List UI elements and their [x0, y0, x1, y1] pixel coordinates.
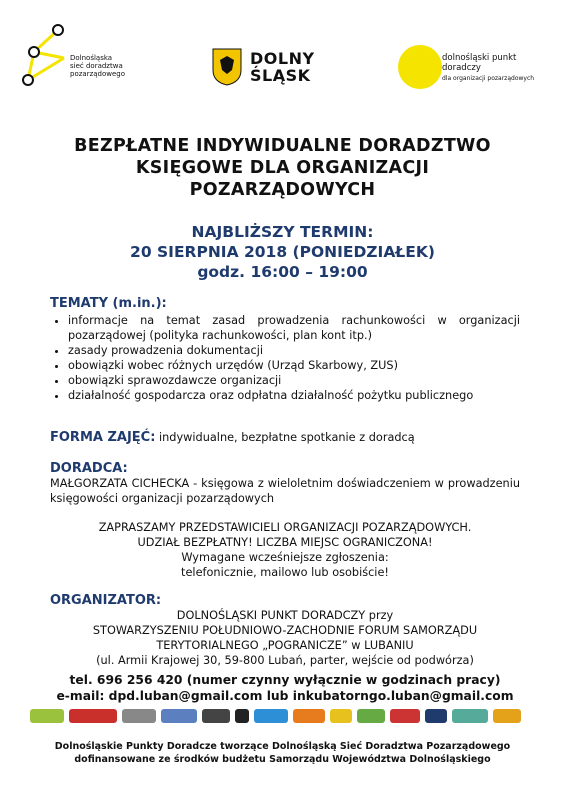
logo-left-line: Dolnośląska [70, 54, 113, 62]
invite-section [50, 520, 520, 580]
yellow-circle-icon [398, 45, 442, 89]
topics-section [50, 296, 520, 403]
partner-logo [235, 709, 249, 723]
partner-logo [69, 709, 117, 723]
logo-center-line: ŚLĄSK [250, 66, 311, 85]
organizator-section [50, 593, 520, 668]
eagle-crest-icon [212, 48, 242, 86]
partner-logo [254, 709, 288, 723]
forma-text: indywidualne, bezpłatne spotkanie z doradcą [155, 431, 415, 444]
partner-logo [357, 709, 385, 723]
partner-logo [493, 709, 521, 723]
partner-logo [425, 709, 447, 723]
logo-right-subtext: dla organizacji pozarządowych [442, 75, 535, 82]
footer-line: dofinansowane ze środków budżetu Samorządu Województwa Dolnośląskiego [74, 754, 491, 765]
footer-line: Dolnośląskie Punkty Doradcze tworzące Dolnośląską Sieć Doradztwa Pozarządowego [54, 741, 511, 752]
partner-logo [161, 709, 197, 723]
logo-right-line: dolnośląski punkt [442, 53, 517, 63]
contact-phone: tel. 696 256 420 (numer czynny wyłącznie w godzinach pracy) [69, 673, 501, 687]
term-line: 20 SIERPNIA 2018 (PONIEDZIAŁEK) [130, 243, 435, 261]
logo-right-line: doradczy [442, 63, 481, 73]
partner-logo [122, 709, 156, 723]
logo-dolnoslaski-punkt-doradczy [398, 45, 548, 95]
logo-center-line: DOLNY [250, 49, 315, 68]
logo-dolny-slask [212, 48, 332, 90]
logo-dolnoslaska-siec [20, 18, 170, 90]
page-title [0, 135, 565, 201]
forma-heading: FORMA ZAJĘĆ: [50, 430, 156, 445]
organizator-line: STOWARZYSZENIU POŁUDNIOWO-ZACHODNIE FORUM SAMORZĄDU [92, 624, 478, 637]
list-item: • obowiązki sprawozdawcze organizacji [68, 373, 520, 388]
logo-left-line: pozarządowego [70, 70, 126, 78]
next-term [0, 222, 565, 282]
invite-line: UDZIAŁ BEZPŁATNY! LICZBA MIEJSC OGRANICZONA! [137, 536, 433, 549]
topics-list [50, 313, 520, 403]
doradca-text: MAŁGORZATA CICHECKA - księgowa z wieloletnim doświadczeniem w prowadzeniu księgowości organizacji pozarządowych [50, 477, 520, 505]
term-line: godz. 16:00 – 19:00 [197, 263, 368, 281]
forma-section [50, 430, 520, 445]
partner-logos [30, 706, 550, 726]
doradca-section [50, 461, 520, 506]
list-item: • obowiązki wobec różnych urzędów (Urząd Skarbowy, ZUS) [68, 358, 520, 373]
topics-heading: TEMATY (m.in.): [50, 296, 167, 311]
partner-logo [452, 709, 488, 723]
contact-section [50, 672, 520, 704]
organizator-line: TERYTORIALNEGO „POGRANICZE” w LUBANIU [156, 639, 414, 652]
invite-line: Wymagane wcześniejsze zgłoszenia: [181, 551, 389, 564]
organizator-line: DOLNOŚLĄSKI PUNKT DORADCZY przy [176, 609, 394, 622]
contact-email[interactable]: e-mail: dpd.luban@gmail.com lub inkubatorngo.luban@gmail.com [56, 689, 514, 703]
list-item: • zasady prowadzenia dokumentacji [68, 343, 520, 358]
footer-note [0, 740, 565, 766]
partner-logo [390, 709, 420, 723]
partner-logo [330, 709, 352, 723]
partner-logo [293, 709, 325, 723]
partner-logo [30, 709, 64, 723]
doradca-heading: DORADCA: [50, 461, 128, 476]
partner-logo [202, 709, 230, 723]
title-line: KSIĘGOWE DLA ORGANIZACJI [135, 158, 430, 178]
invite-line: telefonicznie, mailowo lub osobiście! [181, 566, 389, 579]
organizator-heading: ORGANIZATOR: [50, 593, 162, 608]
logo-left-line: sieć doradztwa [70, 62, 123, 70]
organizator-line: (ul. Armii Krajowej 30, 59-800 Lubań, parter, wejście od podwórza) [96, 654, 474, 667]
title-line: BEZPŁATNE INDYWIDUALNE DORADZTWO [74, 136, 491, 156]
list-item: • informacje na temat zasad prowadzenia rachunkowości w organizacji pozarządowej (polityka rachunkowości, plan kont itp.) [68, 313, 520, 343]
list-item: • działalność gospodarcza oraz odpłatna działalność pożytku publicznego [68, 388, 520, 403]
title-line: POZARZĄDOWYCH [189, 180, 376, 200]
invite-line: ZAPRASZAMY PRZEDSTAWICIELI ORGANIZACJI POZARZĄDOWYCH. [98, 521, 472, 534]
term-line: NAJBLIŻSZY TERMIN: [191, 223, 374, 241]
